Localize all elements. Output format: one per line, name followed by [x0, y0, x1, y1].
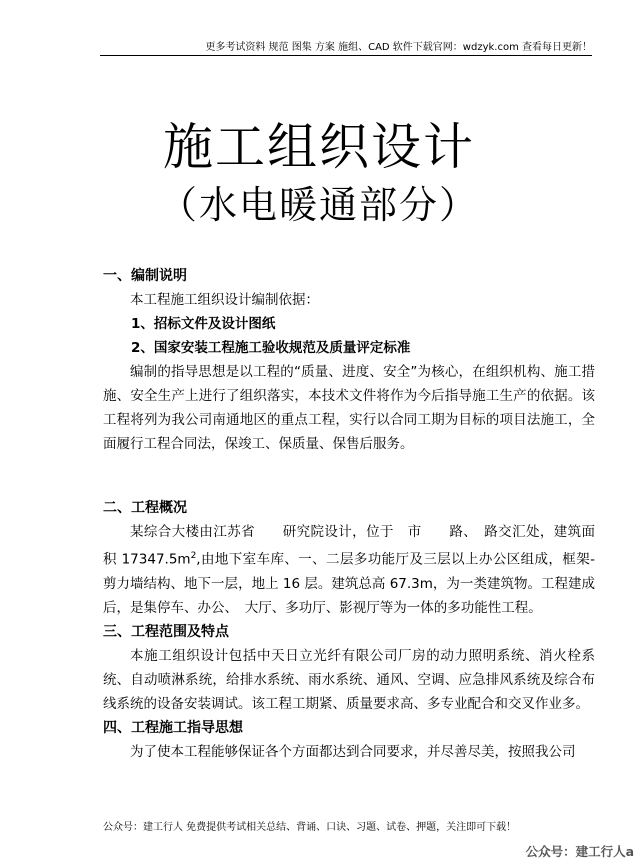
corner-watermark: 公众号：建工行人a	[525, 844, 634, 859]
section-heading-4: 四、工程施工指导思想	[103, 719, 243, 736]
section-1-paragraph: 编制的指导思想是以工程的“质量、进度、安全”为核心，在组织机构、施工措施、安全生产上进行了组织落实，本技术文件将作为今后指导施工生产的依据。该工程将列为我公司南通地区的重点工程，实行以合同工期为目标的项目法施工，全面履行工程合同法，保竣工、保质量、保售后服务。	[103, 364, 595, 452]
section-heading-2: 二、工程概况	[103, 500, 187, 516]
document-title: 施工组织设计	[163, 118, 475, 176]
basis-item-2: 2、国家安装工程施工验收规范及质量评定标准	[131, 340, 411, 356]
basis-item-1: 1、招标文件及设计图纸	[131, 316, 276, 332]
document-subtitle: （水电暖通部分）	[158, 183, 479, 227]
page-header: 更多考试资料 规范 图集 方案 施组、CAD 软件下载官网：wdzyk.com 查看每日更新！	[100, 38, 592, 56]
section-compilation	[103, 264, 595, 456]
section-2-paragraph	[103, 520, 595, 620]
section-heading-1: 一、编制说明	[103, 268, 187, 284]
area-unit-superscript: 2	[190, 551, 197, 561]
page-footer: 公众号：建工行人 免费提供考试相关总结、背诵、口诀、习题、试卷、押题，关注即可下载！	[103, 822, 517, 833]
section-3-paragraph: 本施工组织设计包括中天日立光纤有限公司厂房的动力照明系统、消火栓系统、自动喷淋系统，给排水系统、雨水系统、通风、空调、应急排风系统及综合布线系统的设备安装调试。该工程工期紧、质量要求高、多专业配合和交叉作业多。	[103, 647, 595, 712]
section-4-paragraph: 为了使本工程能够保证各个方面都达到合同要求，并尽善尽美，按照我公司	[130, 743, 576, 760]
section-2-text-a: 某综合大楼由江苏省 研究院设计，位于 市 路、 路交汇处，建筑面积 17347.5m	[103, 524, 595, 568]
section-2-text-b: ,由地下室车库、一、二层多功能厅及三层以上办公区组成，框架-剪力墙结构、地下一层，地上 16 层。建筑总高 67.3m，为一类建筑物。工程建成后，是集停车、办公、 大厅、多功厅、影视厅等为一体的多功能性工程。	[103, 551, 595, 616]
section-overview	[103, 496, 595, 764]
section-1-intro: 本工程施工组织设计编制依据：	[130, 292, 319, 308]
section-heading-3: 三、工程范围及特点	[103, 623, 229, 640]
